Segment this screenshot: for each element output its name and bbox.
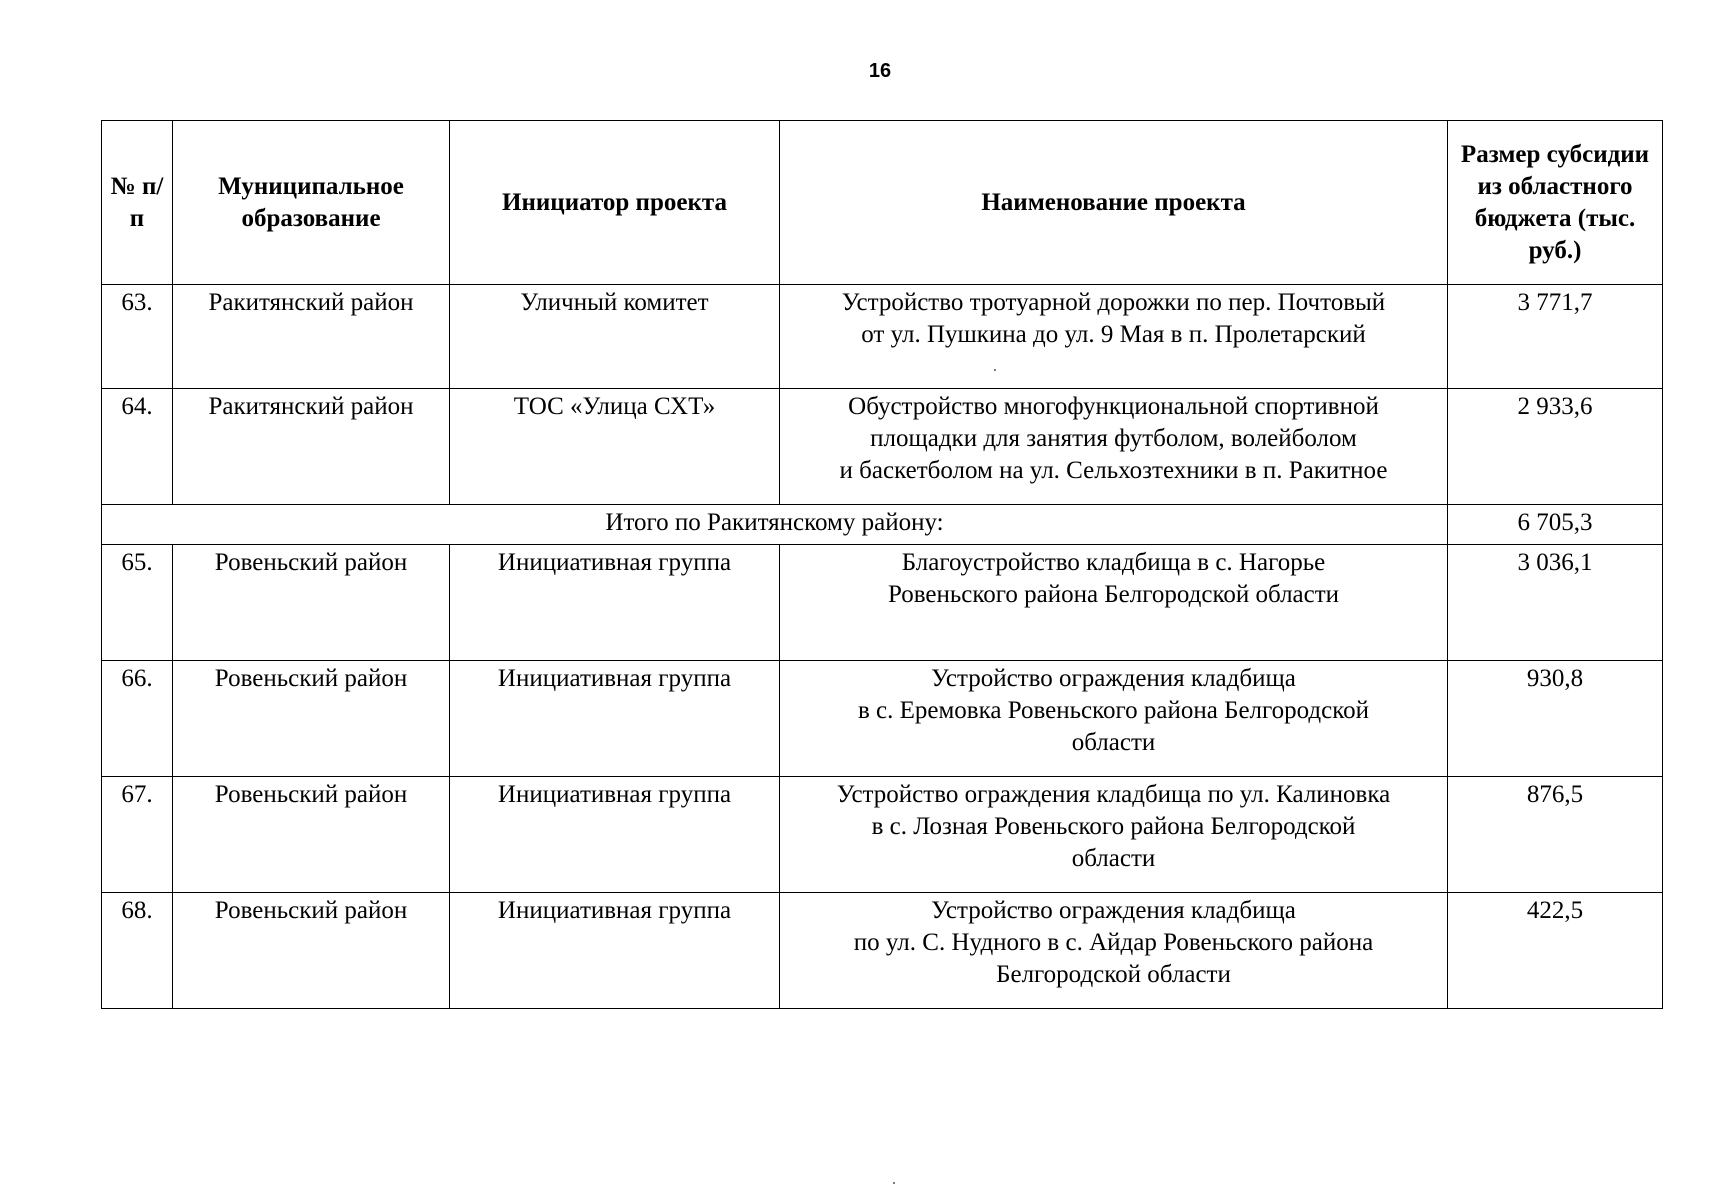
row-amount: 930,8 [1448, 661, 1663, 777]
page-number: 16 [868, 60, 892, 82]
total-row [102, 505, 1663, 545]
project-line: Устройство тротуарной дорожки по пер. Почтовый [841, 289, 1386, 316]
project-line: области [1071, 729, 1156, 756]
row-initiator: Инициативная группа [450, 661, 780, 777]
project-line: площадки для занятия футболом, волейболом [870, 425, 1357, 452]
row-initiator: Уличный комитет [450, 285, 780, 389]
project-line: области [1071, 845, 1156, 872]
row-amount: 3 036,1 [1448, 545, 1663, 661]
row-amount: 876,5 [1448, 777, 1663, 893]
row-municipality: Ровеньский район [173, 777, 450, 893]
row-municipality: Ровеньский район [173, 893, 450, 1009]
row-project [780, 893, 1448, 1009]
total-label: Итого по Ракитянскому району: [102, 505, 1448, 545]
project-line: по ул. С. Нудного в с. Айдар Ровеньского района [853, 929, 1374, 956]
row-municipality: Ракитянский район [173, 285, 450, 389]
project-line: Благоустройство кладбища в с. Нагорье [901, 549, 1326, 576]
row-municipality: Ровеньский район [173, 661, 450, 777]
row-initiator: ТОС «Улица СХТ» [450, 389, 780, 505]
header-subsidy-line: Размер [1460, 140, 1541, 168]
table-row [102, 893, 1663, 1009]
row-municipality: Ракитянский район [173, 389, 450, 505]
row-number: 65. [102, 545, 173, 661]
project-line: Устройство ограждения кладбища [931, 897, 1296, 924]
project-line: от ул. Пушкина до ул. 9 Мая в п. Пролетарский [861, 321, 1366, 348]
table-row [102, 545, 1663, 661]
header-subsidy-line: областного [1508, 172, 1633, 200]
header-subsidy [1448, 121, 1663, 285]
row-municipality: Ровеньский район [173, 545, 450, 661]
row-project [780, 285, 1448, 389]
table-header-row [102, 121, 1663, 285]
scan-artifact [994, 369, 996, 371]
header-number-line: п/п [129, 172, 164, 232]
project-line: в с. Еремовка Ровеньского района Белгородской [857, 697, 1370, 724]
project-line: Устройство ограждения кладбища по ул. Калиновка [836, 781, 1391, 808]
table-row [102, 661, 1663, 777]
table-row [102, 389, 1663, 505]
subsidy-table [101, 120, 1663, 1009]
total-value: 6 705,3 [1448, 505, 1663, 545]
scan-artifact [893, 1182, 895, 1184]
row-initiator: Инициативная группа [450, 545, 780, 661]
project-line: Белгородской области [996, 961, 1231, 988]
project-line: в с. Лозная Ровеньского района Белгородской [871, 813, 1356, 840]
project-line: и баскетболом на ул. Сельхозтехники в п. Ракитное [839, 457, 1388, 484]
row-amount: 422,5 [1448, 893, 1663, 1009]
header-number [102, 121, 173, 285]
header-municipality [173, 121, 450, 285]
header-initiator: Инициатор проекта [450, 121, 780, 285]
row-project [780, 545, 1448, 661]
header-project: Наименование проекта [780, 121, 1448, 285]
project-line: Устройство ограждения кладбища [931, 665, 1296, 692]
project-line: Обустройство многофункциональной спортивной [848, 393, 1379, 420]
row-initiator: Инициативная группа [450, 777, 780, 893]
table-row [102, 777, 1663, 893]
row-number: 66. [102, 661, 173, 777]
table-row [102, 285, 1663, 389]
row-number: 67. [102, 777, 173, 893]
row-number: 63. [102, 285, 173, 389]
row-number: 64. [102, 389, 173, 505]
row-amount: 2 933,6 [1448, 389, 1663, 505]
header-subsidy-line: (тыс. руб.) [1528, 204, 1636, 264]
header-number-line: № [110, 172, 136, 200]
header-subsidy-line: субсидии из [1477, 140, 1650, 200]
header-municipality-line: образование [241, 204, 381, 232]
header-municipality-line: Муниципальное [218, 172, 404, 200]
project-line: Ровеньского района Белгородской области [887, 581, 1340, 608]
row-initiator: Инициативная группа [450, 893, 780, 1009]
row-number: 68. [102, 893, 173, 1009]
header-subsidy-line: бюджета [1474, 204, 1572, 232]
row-project [780, 661, 1448, 777]
row-project [780, 389, 1448, 505]
row-amount: 3 771,7 [1448, 285, 1663, 389]
row-project [780, 777, 1448, 893]
